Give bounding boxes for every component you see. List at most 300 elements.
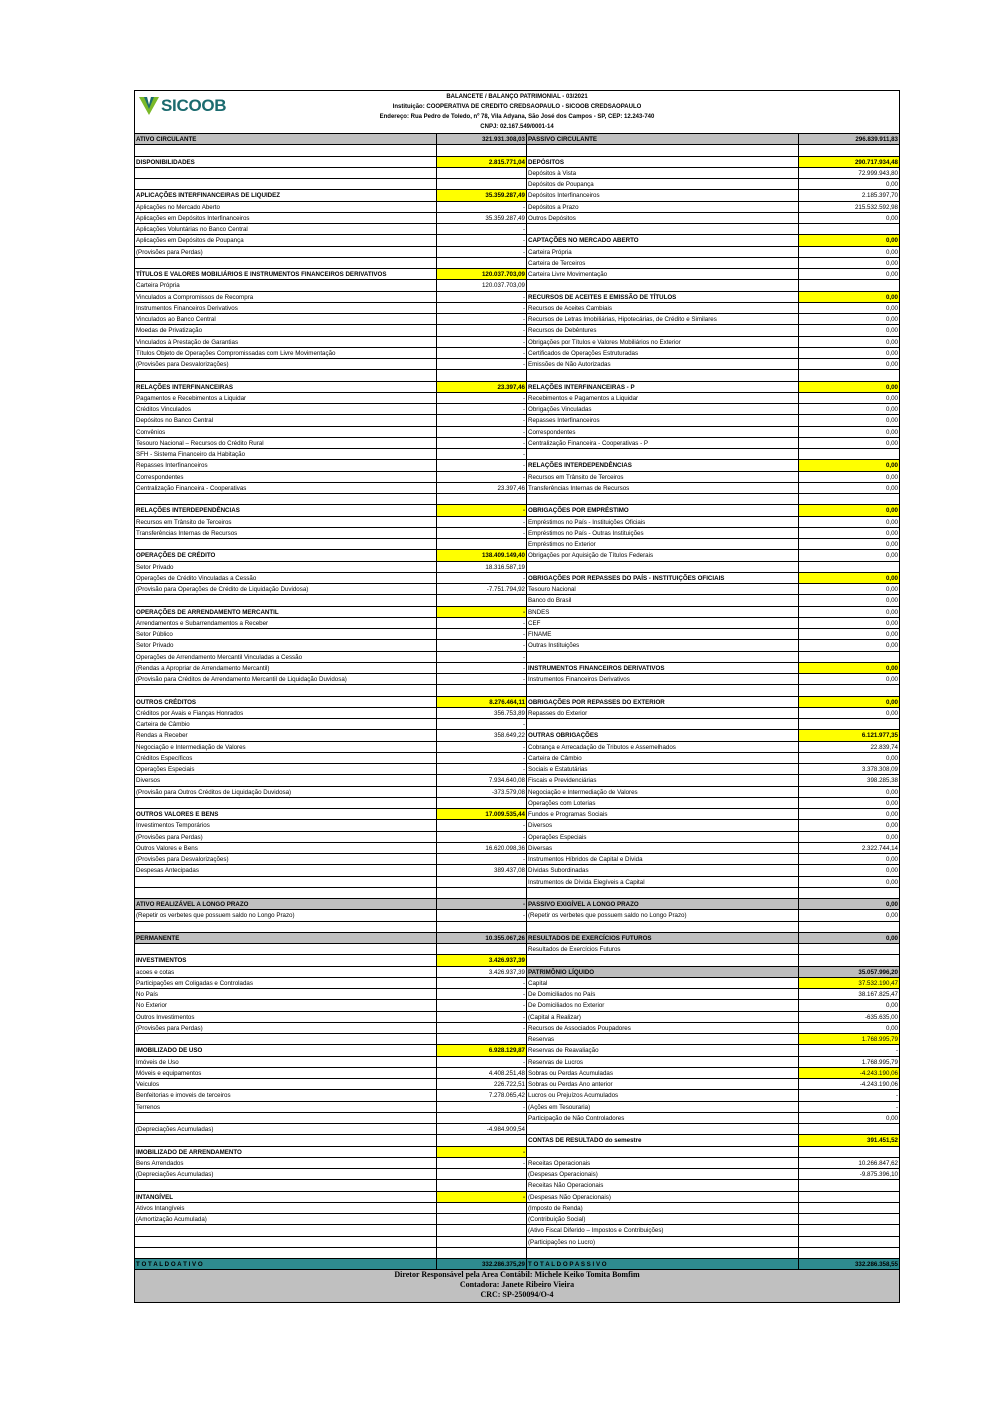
asset-label: Aplicações Voluntárias no Banco Central — [135, 224, 437, 234]
table-row — [135, 663, 899, 674]
table-row — [135, 382, 899, 393]
liability-value: 0,00 — [885, 327, 898, 335]
asset-label: OPERAÇÕES DE CRÉDITO — [135, 550, 437, 560]
table-row — [135, 1158, 899, 1169]
asset-label: Ativos Intangíveis — [135, 1203, 437, 1213]
asset-label: Aplicações no Mercado Aberto — [135, 202, 437, 212]
liability-label: Resultados de Exercícios Futuros — [527, 944, 799, 954]
liability-value: 0,00 — [885, 1002, 898, 1010]
liability-label: Reservas — [527, 1034, 799, 1044]
asset-label: Setor Privado — [135, 640, 437, 650]
liability-label: Recursos de Letras Imobiliárias, Hipotecárias, de Crédito e Similares — [527, 314, 799, 324]
liability-label — [527, 888, 799, 898]
asset-value: - — [437, 404, 527, 414]
table-row — [135, 438, 899, 449]
liability-label: (Contribuição Social) — [527, 1214, 799, 1224]
table-row — [135, 202, 899, 213]
asset-value: - — [437, 517, 527, 527]
asset-value: - — [437, 753, 527, 763]
table-row — [135, 742, 899, 753]
liability-label: Reservas de Lucros — [527, 1057, 799, 1067]
liability-value: 0,00 — [885, 181, 898, 188]
liability-label: Empréstimos no País - Outras Instituições — [527, 528, 799, 538]
table-row — [135, 775, 899, 786]
liability-value: -635.635,00 — [864, 1013, 898, 1021]
liability-label: Depósitos a Prazo — [527, 202, 799, 212]
liability-label — [527, 370, 799, 380]
liability-label: FINAME — [527, 629, 799, 639]
table-row — [135, 393, 899, 404]
liability-value: 0,00 — [885, 934, 898, 942]
asset-value: - — [437, 674, 527, 684]
sicoob-logo-icon — [139, 97, 159, 115]
asset-value: - — [437, 505, 527, 515]
balance-sheet — [134, 90, 900, 1303]
asset-value: - — [437, 629, 527, 639]
asset-value: - — [437, 247, 527, 257]
liability-label: Empréstimos no Exterior — [527, 539, 799, 549]
asset-value — [437, 1248, 527, 1258]
asset-label — [135, 494, 437, 504]
asset-value: - — [437, 1147, 527, 1157]
table-row — [135, 854, 899, 865]
liability-value: 0,00 — [885, 552, 898, 560]
asset-value: - — [437, 1000, 527, 1010]
asset-label: Depósitos no Banco Central — [135, 415, 437, 425]
asset-value: - — [437, 663, 527, 673]
asset-value: - — [437, 989, 527, 999]
liability-value: 0,00 — [885, 529, 898, 537]
table-row — [135, 865, 899, 876]
liability-value: 10.266.847,62 — [858, 1159, 898, 1167]
asset-value: 23.397,46 — [437, 382, 527, 392]
liability-value: 0,00 — [885, 541, 898, 548]
asset-label — [135, 1225, 437, 1235]
liability-label: DEPÓSITOS — [527, 157, 799, 167]
table-row — [135, 292, 899, 303]
liability-value: 0,00 — [885, 406, 898, 413]
asset-value — [437, 179, 527, 189]
liability-label: Obrigações por Títulos e Valores Mobiliários no Exterior — [527, 337, 799, 347]
asset-value: 2.815.771,04 — [437, 157, 527, 167]
table-row — [135, 258, 899, 269]
table-row — [135, 359, 899, 370]
asset-value — [437, 1237, 527, 1247]
table-row — [135, 190, 899, 201]
table-row — [135, 1259, 899, 1270]
asset-value — [437, 877, 527, 887]
liability-value: 0,00 — [885, 338, 898, 346]
asset-label: ATIVO CIRCULANTE — [135, 134, 437, 144]
liability-value: 0,00 — [885, 1024, 898, 1032]
table-row — [135, 674, 899, 685]
asset-label: Vinculados à Prestação de Garantias — [135, 337, 437, 347]
liability-value: 0,00 — [799, 460, 899, 470]
liability-label: Sobras ou Perdas Ano anterior — [527, 1079, 799, 1089]
liability-label: Empréstimos no País - Instituições Oficiais — [527, 517, 799, 527]
liability-label: Operações Especiais — [527, 832, 799, 842]
asset-label: INTANGÍVEL — [135, 1192, 437, 1202]
asset-label: (Rendas a Apropriar de Arrendamento Mercantil) — [135, 663, 437, 673]
liability-label — [527, 922, 799, 932]
liability-label: INSTRUMENTOS FINANCEIROS DERIVATIVOS — [527, 663, 799, 673]
liability-label: Participação de Não Controladores — [527, 1113, 799, 1123]
liability-label: Carteira Própria — [527, 247, 799, 257]
asset-value — [437, 595, 527, 605]
asset-value: - — [437, 438, 527, 448]
liability-label: Instrumentos Financeiros Derivativos — [527, 674, 799, 684]
liability-label: Carteira de Terceiros — [527, 258, 799, 268]
asset-label: Carteira Própria — [135, 280, 437, 290]
liability-label: Tesouro Nacional — [527, 584, 799, 594]
liability-value: 0,00 — [885, 1114, 898, 1122]
table-row — [135, 944, 899, 955]
liability-label: RELAÇÕES INTERFINANCEIRAS - P — [527, 382, 799, 392]
table-row — [135, 460, 899, 471]
asset-label: SFH - Sistema Financeiro da Habitação — [135, 449, 437, 459]
liability-value — [799, 224, 899, 234]
asset-label: Setor Público — [135, 629, 437, 639]
liability-value: 0,00 — [885, 642, 898, 650]
sheet-header — [135, 91, 899, 134]
liability-label: Capital — [527, 978, 799, 988]
liability-value: 3.378.308,09 — [861, 766, 898, 773]
liability-label: OUTRAS OBRIGAÇÕES — [527, 730, 799, 740]
liability-label: (Repetir os verbetes que possuem saldo no Longo Prazo) — [527, 910, 799, 920]
asset-value: - — [437, 899, 527, 909]
table-row — [135, 1180, 899, 1191]
liability-label: Instrumentos de Dívida Elegíveis a Capital — [527, 877, 799, 887]
liability-label: Centralização Financeira - Cooperativas - P — [527, 438, 799, 448]
liability-label: (Despesas Operacionais) — [527, 1169, 799, 1179]
liability-label: Outras Instituições — [527, 640, 799, 650]
table-row — [135, 685, 899, 696]
asset-label: Outros Investimentos — [135, 1012, 437, 1022]
liability-value: 0,00 — [799, 382, 899, 392]
asset-value: - — [437, 449, 527, 459]
table-row — [135, 1057, 899, 1068]
asset-value — [437, 1180, 527, 1190]
asset-label: Imóveis de Uso — [135, 1057, 437, 1067]
liability-label: Depósitos à Vista — [527, 168, 799, 178]
asset-value: - — [437, 1158, 527, 1168]
liability-value — [799, 1203, 899, 1213]
liability-label — [527, 1147, 799, 1157]
liability-value: - — [895, 1047, 898, 1055]
table-row — [135, 337, 899, 348]
liability-label: Instrumentos Híbridos de Capital e Dívida — [527, 854, 799, 864]
asset-label — [135, 888, 437, 898]
asset-value: - — [437, 1012, 527, 1022]
liability-label: T O T A L D O P A S S I V O — [527, 1259, 799, 1269]
liability-value — [799, 562, 899, 572]
asset-value: - — [437, 202, 527, 212]
liability-value: 22.839,74 — [870, 743, 898, 751]
liability-value: 0,00 — [885, 709, 898, 717]
table-row — [135, 888, 899, 899]
liability-label — [527, 494, 799, 504]
liability-value: 0,00 — [885, 271, 898, 278]
liability-label: Recebimentos e Pagamentos a Liquidar — [527, 393, 799, 403]
liability-label — [527, 719, 799, 729]
asset-value — [437, 494, 527, 504]
asset-label: INVESTIMENTOS — [135, 955, 437, 965]
liability-label: Dívidas Subordinadas — [527, 865, 799, 875]
table-row — [135, 269, 899, 280]
asset-label: Terrenos — [135, 1102, 437, 1112]
table-row — [135, 629, 899, 640]
liability-value: 0,00 — [885, 811, 898, 818]
asset-label: TÍTULOS E VALORES MOBILIÁRIOS E INSTRUMENTOS FINANCEIROS DERIVATIVOS — [135, 269, 437, 279]
liability-label: Recursos de Aceites Cambiais — [527, 303, 799, 313]
asset-label — [135, 595, 437, 605]
asset-label: RELAÇÕES INTERDEPENDÊNCIAS — [135, 505, 437, 515]
asset-label: OPERAÇÕES DE ARRENDAMENTO MERCANTIL — [135, 607, 437, 617]
liability-value — [799, 944, 899, 954]
asset-label — [135, 145, 437, 155]
table-row — [135, 370, 899, 381]
table-row — [135, 1169, 899, 1180]
liability-value: 0,00 — [885, 901, 898, 908]
table-row — [135, 1079, 899, 1090]
table-row — [135, 235, 899, 246]
asset-value — [437, 1203, 527, 1213]
asset-value — [437, 1113, 527, 1123]
liability-value — [799, 1237, 899, 1247]
asset-value: - — [437, 427, 527, 437]
asset-label — [135, 922, 437, 932]
liability-label: Repasses do Exterior — [527, 708, 799, 718]
liability-label: Receitas Operacionais — [527, 1158, 799, 1168]
asset-label: RELAÇÕES INTERFINANCEIRAS — [135, 382, 437, 392]
liability-value: -9.875.396,10 — [859, 1171, 898, 1178]
liability-label: De Domiciliados no País — [527, 989, 799, 999]
header-lines — [255, 92, 779, 132]
asset-label: (Provisões para Perdas) — [135, 1023, 437, 1033]
asset-value: 7.278.065,42 — [437, 1090, 527, 1100]
liability-value: 35.057.996,20 — [799, 967, 899, 977]
liability-value: 0,00 — [885, 259, 898, 267]
asset-value: - — [437, 292, 527, 302]
liability-label: Depósitos de Poupança — [527, 179, 799, 189]
liability-value: 0,00 — [885, 316, 898, 323]
liability-value — [799, 1124, 899, 1134]
asset-label: (Provisões para Perdas) — [135, 247, 437, 257]
table-row — [135, 1068, 899, 1079]
liability-value: 0,00 — [885, 248, 898, 256]
asset-label: Outros Valores e Bens — [135, 843, 437, 853]
table-row — [135, 427, 899, 438]
liability-value: 215.532.592,98 — [854, 203, 898, 211]
liability-value: 37.532.190,47 — [799, 978, 899, 988]
asset-label: Veiculos — [135, 1079, 437, 1089]
asset-label: Negociação e Intermediação de Valores — [135, 742, 437, 752]
liability-value: - — [895, 1092, 898, 1100]
signatures — [135, 1270, 899, 1302]
liability-value: 0,00 — [885, 361, 898, 368]
table-row — [135, 1214, 899, 1225]
liability-value: 0,00 — [799, 292, 899, 302]
address: Endereço: Rua Pedro de Toledo, nº 78, Vila Adyana, São José dos Campos - SP, CEP: 12.243-740 — [379, 114, 655, 120]
table-row — [135, 505, 899, 516]
asset-label: Recursos em Trânsito de Terceiros — [135, 517, 437, 527]
liability-value: -4.243.190,06 — [859, 1081, 898, 1088]
liability-label: RECURSOS DE ACEITES E EMISSÃO DE TÍTULOS — [527, 292, 799, 302]
asset-label: Aplicações em Depósitos Interfinanceiros — [135, 213, 437, 223]
asset-label: Centralização Financeira - Cooperativas — [135, 483, 437, 493]
liability-value: 398.285,38 — [867, 777, 898, 785]
asset-label: (Amortização Acumulada) — [135, 1214, 437, 1224]
table-row — [135, 877, 899, 888]
table-row — [135, 224, 899, 235]
liability-value — [799, 1147, 899, 1157]
table-row — [135, 989, 899, 1000]
table-row — [135, 618, 899, 629]
report-title: BALANCETE / BALANÇO PATRIMONIAL - 03/2021 — [446, 94, 588, 100]
asset-label: Diversos — [135, 775, 437, 785]
asset-label — [135, 1135, 437, 1145]
liability-label: (Ativo Fiscal Diferido – Impostos e Contribuições) — [527, 1225, 799, 1235]
liability-value: 0,00 — [885, 912, 898, 920]
table-row — [135, 449, 899, 460]
asset-value: - — [437, 235, 527, 245]
asset-label: Transferências Internas de Recursos — [135, 528, 437, 538]
table-row — [135, 550, 899, 561]
asset-label — [135, 1034, 437, 1044]
liability-label — [527, 1248, 799, 1258]
asset-label: (Provisão para Operações de Crédito de Liquidação Duvidosa) — [135, 584, 437, 594]
liability-label: Transferências Internas de Recursos — [527, 483, 799, 493]
table-row — [135, 798, 899, 809]
table-row — [135, 967, 899, 978]
liability-value: 6.121.977,35 — [799, 730, 899, 740]
table-row — [135, 595, 899, 606]
asset-value: 358.649,22 — [437, 730, 527, 740]
asset-label: Vinculados a Compromissos de Recompra — [135, 292, 437, 302]
asset-label — [135, 1180, 437, 1190]
liability-value: 0,00 — [885, 867, 898, 875]
asset-label: Benfeitorias e imoveis de terceiros — [135, 1090, 437, 1100]
asset-value: - — [437, 978, 527, 988]
liability-label: Reservas de Reavaliação — [527, 1045, 799, 1055]
asset-value: 356.753,89 — [437, 708, 527, 718]
table-row — [135, 1102, 899, 1113]
table-row — [135, 1225, 899, 1236]
asset-value: 4.408.251,48 — [437, 1068, 527, 1078]
sicoob-logo — [139, 95, 237, 117]
asset-label: (Provisão para Outros Créditos de Liquidação Duvidosa) — [135, 787, 437, 797]
institution: Instituição: COOPERATIVA DE CREDITO CREDSAOPAULO - SICOOB CREDSAOPAULO — [392, 104, 642, 110]
asset-value — [437, 1225, 527, 1235]
liability-label: Receitas Não Operacionais — [527, 1180, 799, 1190]
asset-value: - — [437, 337, 527, 347]
asset-label: T O T A L D O A T I V O — [135, 1259, 437, 1269]
asset-value: 6.928.129,87 — [437, 1045, 527, 1055]
liability-value: 0,00 — [885, 394, 898, 402]
liability-label: Recursos de Associados Poupadores — [527, 1023, 799, 1033]
asset-value: - — [437, 224, 527, 234]
asset-label: (Depreciações Acumuladas) — [135, 1169, 437, 1179]
table-row — [135, 325, 899, 336]
liability-label: Obrigações por Aquisição de Títulos Federais — [527, 550, 799, 560]
table-row — [135, 1135, 899, 1146]
table-row — [135, 1147, 899, 1158]
asset-value: 35.359.287,49 — [437, 213, 527, 223]
asset-value — [437, 168, 527, 178]
liability-value — [799, 1180, 899, 1190]
liability-value: 0,00 — [885, 473, 898, 481]
liability-value: 0,00 — [885, 822, 898, 830]
liability-label: Fiscais e Previdenciárias — [527, 775, 799, 785]
liability-value — [799, 1248, 899, 1258]
asset-value: 321.931.308,03 — [437, 134, 527, 144]
table-row — [135, 809, 899, 820]
asset-label — [135, 258, 437, 268]
asset-value: -373.579,08 — [437, 787, 527, 797]
liability-label — [527, 955, 799, 965]
liability-value: 2.322.744,14 — [861, 844, 898, 852]
liability-label: Cobrança e Arrecadação de Tributos e Assemelhados — [527, 742, 799, 752]
asset-value: - — [437, 1057, 527, 1067]
asset-label: No Exterior — [135, 1000, 437, 1010]
table-row — [135, 562, 899, 573]
asset-value: - — [437, 359, 527, 369]
asset-label: Bens Arrendados — [135, 1158, 437, 1168]
asset-value — [437, 370, 527, 380]
asset-label: Investimentos Temporários — [135, 820, 437, 830]
liability-value: 0,00 — [885, 856, 898, 863]
asset-label: DISPONIBILIDADES — [135, 157, 437, 167]
asset-value: - — [437, 415, 527, 425]
asset-label — [135, 539, 437, 549]
liability-label: CEF — [527, 618, 799, 628]
table-row — [135, 314, 899, 325]
asset-label — [135, 877, 437, 887]
liability-value: 332.286.358,55 — [854, 1261, 898, 1268]
liability-value — [799, 922, 899, 932]
liability-value: 0,00 — [885, 878, 898, 886]
asset-label: Correspondentes — [135, 472, 437, 482]
liability-value — [799, 145, 899, 155]
liability-label — [527, 224, 799, 234]
table-row — [135, 1192, 899, 1203]
director-line: Diretor Responsável pela Area Contábil: Michele Keiko Tomita Bomfim — [394, 1270, 640, 1280]
table-row — [135, 573, 899, 584]
asset-label — [135, 944, 437, 954]
asset-label: Operações de Arrendamento Mercantil Vinculadas a Cessão — [135, 652, 437, 662]
table-row — [135, 494, 899, 505]
table-row — [135, 1034, 899, 1045]
liability-label: OBRIGAÇÕES POR REPASSES DO EXTERIOR — [527, 697, 799, 707]
asset-value — [437, 798, 527, 808]
asset-label — [135, 1237, 437, 1247]
liability-value — [799, 719, 899, 729]
table-row — [135, 708, 899, 719]
asset-value: - — [437, 460, 527, 470]
table-row — [135, 483, 899, 494]
liability-label: (Capital a Realizar) — [527, 1012, 799, 1022]
liability-value: 0,00 — [885, 619, 898, 627]
liability-label: Lucros ou Prejuízos Acumulados — [527, 1090, 799, 1100]
asset-value — [437, 145, 527, 155]
asset-value: 18.316.587,19 — [437, 562, 527, 572]
balance-table — [135, 134, 899, 1270]
table-row — [135, 134, 899, 145]
liability-label: RELAÇÕES INTERDEPENDÊNCIAS — [527, 460, 799, 470]
cnpj: CNPJ: 02.167.549/0001-14 — [480, 124, 554, 130]
table-row — [135, 843, 899, 854]
liability-value — [799, 280, 899, 290]
